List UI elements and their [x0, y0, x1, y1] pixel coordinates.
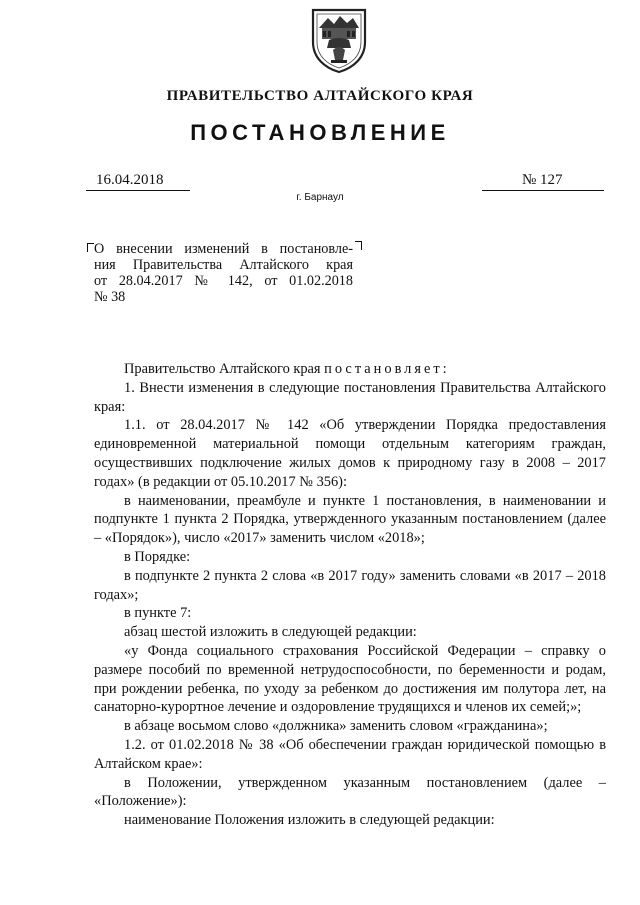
issue-city: г. Барнаул	[296, 192, 344, 203]
decree-body	[94, 360, 606, 830]
paragraph: 1.2. от 01.02.2018 № 38 «Об обеспечении граждан юридической помощью в Алтайском крае»:	[94, 736, 606, 772]
decree-date: 16.04.2018	[96, 172, 164, 188]
decree-subject	[94, 241, 353, 305]
document-type-title: ПОСТАНОВЛЕНИЕ	[190, 120, 450, 145]
paragraph: в Порядке:	[124, 548, 191, 565]
preamble-verb: постановляет:	[324, 361, 450, 377]
number-underline	[482, 190, 604, 191]
subject-line: ния Правительства Алтайского края	[94, 257, 353, 273]
paragraph: в наименовании, преамбуле и пункте 1 постановления, в наименовании и подпункте 1 пункта 2 Порядка, утвержденного указанным постановлением (далее – «Порядок»), число «2017» заменить числом «2018»;	[94, 492, 606, 547]
subject-corner-bracket-right	[355, 241, 362, 250]
preamble-lead: Правительство Алтайского края	[124, 361, 321, 377]
paragraph: 1.1. от 28.04.2017 № 142 «Об утверждении Порядка предоставления единовременной материальной помощи отдельным категориям граждан, осуществивших подключение жилых домов к природному газу в 2008 – 2017 годах» (в редакции от 05.10.2017 № 356):	[94, 417, 606, 490]
subject-corner-bracket-left	[87, 243, 94, 252]
preamble	[94, 360, 606, 379]
paragraph: 1. Внести изменения в следующие постановления Правительства Алтайского края:	[94, 379, 606, 415]
paragraph: «у Фонда социального страхования Российской Федерации – справку о размере пособий по временной нетрудоспособности, по беременности и родам, при рождении ребенка, по уходу за ребенком до достижения им полутора лет, на санаторно-курортное лечение и оздоровление трудящихся и членов их семей;»;	[94, 642, 606, 716]
subject-line: О внесении изменений в постановле-	[94, 241, 353, 257]
government-name: ПРАВИТЕЛЬСТВО АЛТАЙСКОГО КРАЯ	[166, 88, 474, 104]
paragraph: наименование Положения изложить в следующей редакции:	[124, 812, 495, 829]
date-underline	[86, 190, 190, 191]
paragraph: в подпункте 2 пункта 2 слова «в 2017 году» заменить словами «в 2017 – 2018 годах»;	[94, 567, 606, 603]
decree-number: № 127	[522, 172, 563, 188]
paragraph: в пункте 7:	[124, 605, 192, 622]
subject-line: № 38	[94, 289, 126, 305]
subject-line: от 28.04.2017 № 142, от 01.02.2018	[94, 273, 353, 289]
paragraph: абзац шестой изложить в следующей редакции:	[124, 624, 417, 641]
paragraph: в Положении, утвержденном указанным постановлением (далее – «Положение»):	[94, 774, 606, 810]
paragraph: в абзаце восьмом слово «должника» заменить словом «гражданина»;	[124, 718, 548, 735]
coat-of-arms-icon	[309, 6, 369, 74]
